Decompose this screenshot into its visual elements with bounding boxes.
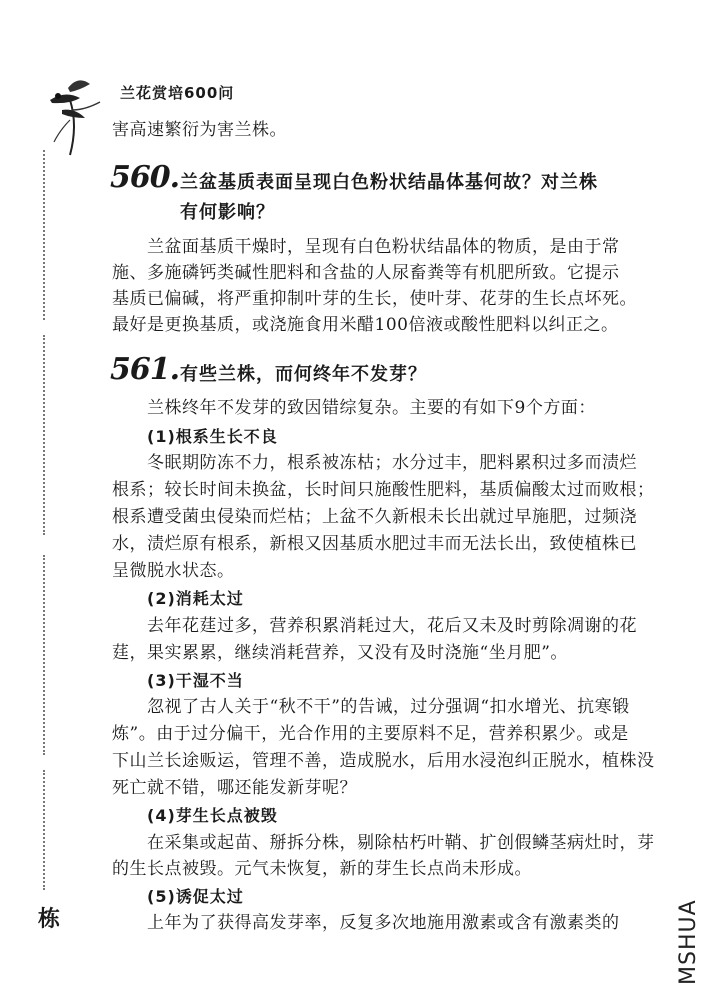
section-subheading: (2)消耗太过 <box>147 589 244 608</box>
text-line: 兰盆面基质干燥时，呈现有白色粉状结晶体的物质，是由于常 <box>147 237 620 257</box>
margin-dotted-rule <box>43 770 45 890</box>
text-line: 水，渍烂原有根系，新根又因基质水肥过丰而无法长出，致使植株已 <box>112 534 637 554</box>
text-line: 炼”。由于过分偏干，光合作用的主要原料不足，营养积累少。或是 <box>112 724 629 744</box>
question-number: 561. <box>110 352 180 387</box>
text-line: 莛，果实累累，继续消耗营养，又没有及时浇施“坐月肥”。 <box>112 643 568 663</box>
text-line: 上年为了获得高发芽率，反复多次地施用激素或含有激素类的 <box>147 913 620 933</box>
text-line: 去年花莛过多，营养积累消耗过大，花后又未及时剪除凋谢的花 <box>147 616 637 636</box>
margin-character: 栋 <box>38 906 61 932</box>
text-line: 死亡就不错，哪还能发新芽呢？ <box>112 778 357 798</box>
margin-dotted-rule <box>43 150 45 320</box>
text-line: 呈微脱水状态。 <box>112 561 235 581</box>
watermark-text: MSHUA <box>676 899 701 985</box>
watermark <box>676 885 701 985</box>
section-subheading: (3)干湿不当 <box>147 671 244 690</box>
question-title: 兰盆基质表面呈现白色粉状结晶体基何故？对兰株 <box>180 172 598 193</box>
text-line: 下山兰长途贩运，管理不善，造成脱水，后用水浸泡纠正脱水，植株没 <box>112 751 655 771</box>
text-line: 施、多施磷钙类碱性肥料和含盐的人尿畜粪等有机肥所致。它提示 <box>112 263 620 283</box>
question-title: 有些兰株，而何终年不发芽？ <box>180 364 427 385</box>
section-subheading: (4)芽生长点被毁 <box>147 806 278 825</box>
text-line: 忽视了古人关于“秋不干”的告诫，过分强调“扣水增光、抗寒锻 <box>147 697 630 717</box>
text-line: 冬眠期防冻不力，根系被冻枯；水分过丰，肥料累积过多而渍烂 <box>147 453 637 473</box>
text-line: 害高速繁衍为害兰株。 <box>112 120 287 140</box>
running-header-title: 兰花赏培600问 <box>120 84 235 102</box>
margin-dotted-rule <box>43 335 45 535</box>
text-line: 根系；较长时间未换盆，长时间只施酸性肥料，基质偏酸太过而败根； <box>112 480 655 500</box>
section-subheading: (1)根系生长不良 <box>147 427 278 446</box>
text-line: 基质已偏碱，将严重抑制叶芽的生长，使叶芽、花芽的生长点坏死。 <box>112 289 637 309</box>
section-subheading: (5)诱促太过 <box>147 887 244 906</box>
text-line: 在采集或起苗、掰拆分株，剔除枯朽叶鞘、扩创假鳞茎病灶时，芽 <box>147 833 655 853</box>
text-line: 最好是更换基质，或浇施食用米醋100倍液或酸性肥料以纠正之。 <box>112 315 619 335</box>
margin-dotted-rule <box>43 555 45 755</box>
text-line: 根系遭受菌虫侵染而烂枯；上盆不久新根未长出就过早施肥，过频浇 <box>112 507 637 527</box>
text-line: 兰株终年不发芽的致因错综复杂。主要的有如下9个方面： <box>147 398 596 418</box>
text-line: 的生长点被毁。元气未恢复，新的芽生长点尚未形成。 <box>112 859 532 879</box>
question-title: 有何影响？ <box>180 202 275 223</box>
question-number: 560. <box>110 160 180 195</box>
orchid-illustration <box>40 70 112 160</box>
